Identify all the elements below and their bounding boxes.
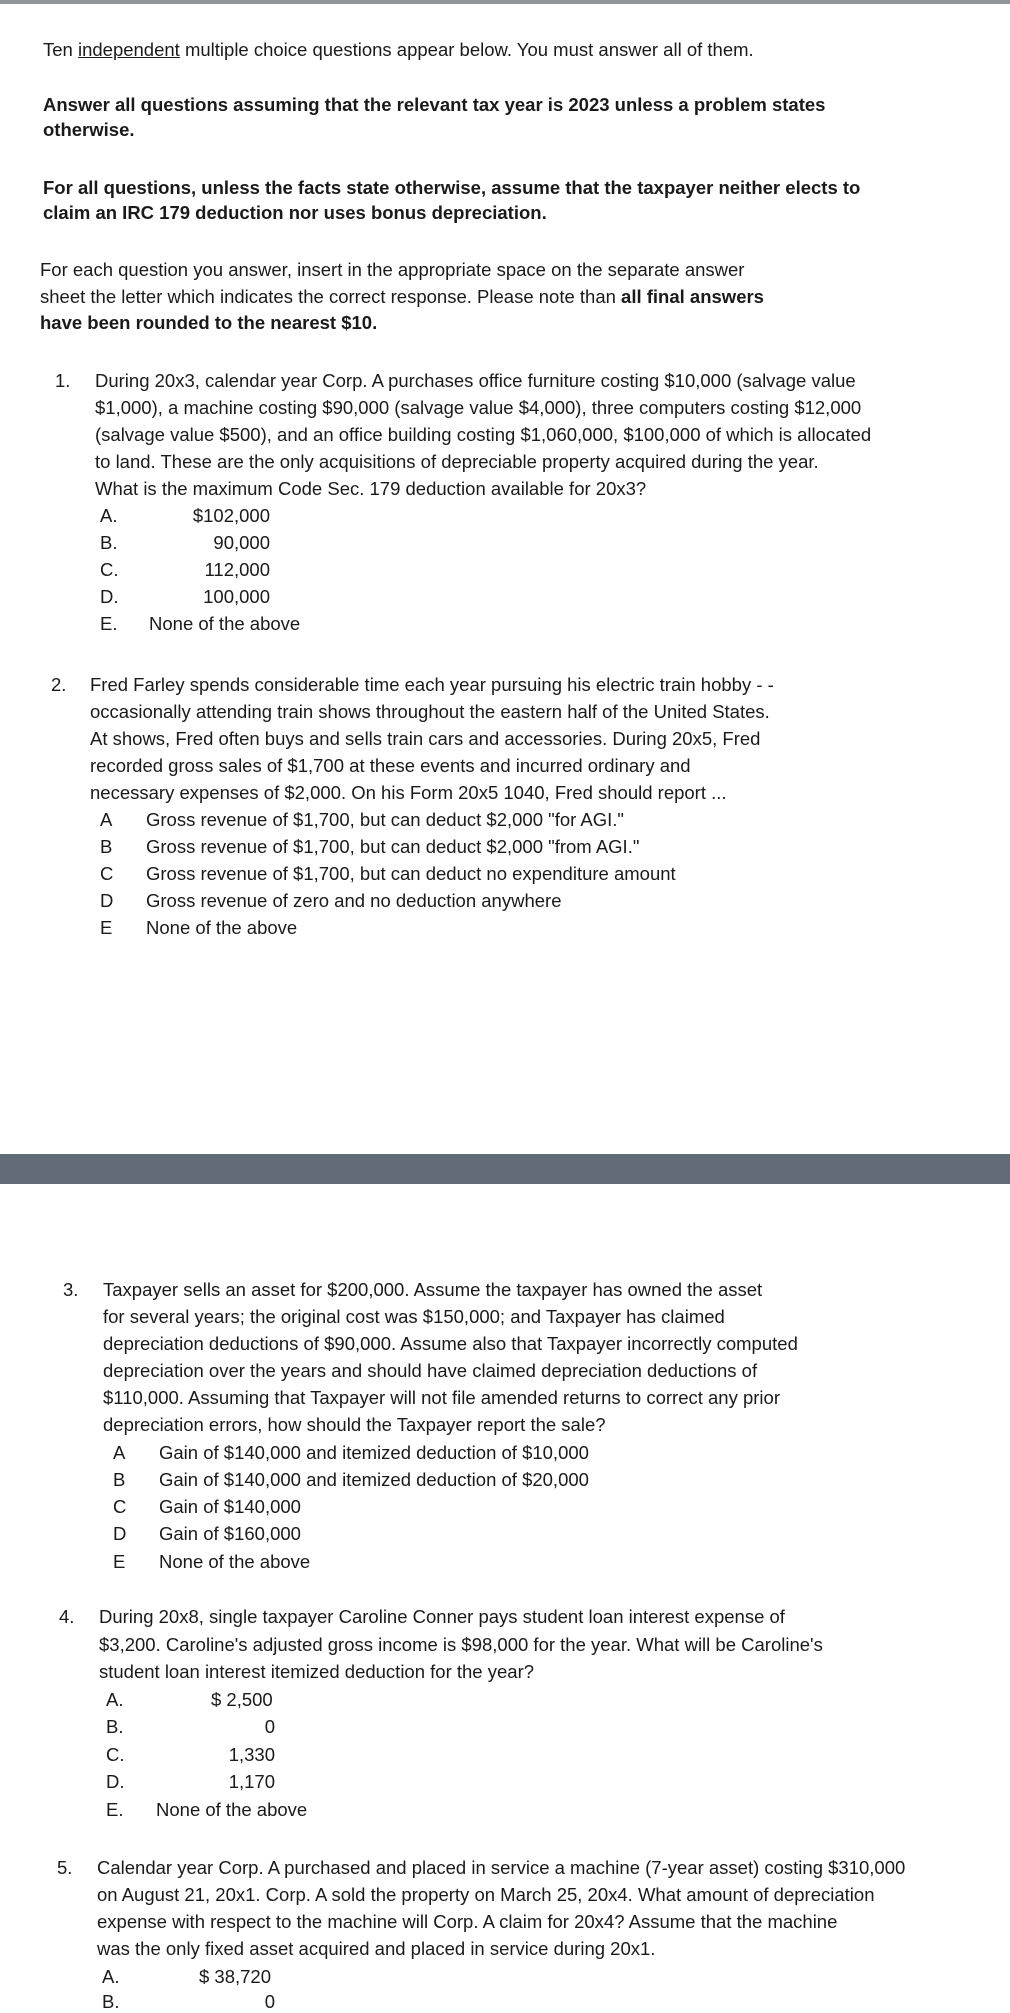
- question-text-line: depreciation errors, how should the Taxpayer report the sale?: [103, 1414, 606, 1435]
- option-letter: D.: [106, 1771, 125, 1792]
- option-text: None of the above: [146, 917, 298, 938]
- question-number: 4.: [59, 1606, 75, 1627]
- question-text-line: Calendar year Corp. A purchased and placed in service a machine (7-year asset) costing $310,000: [97, 1857, 906, 1878]
- option-letter: A.: [102, 1966, 120, 1987]
- option-value: 90,000: [213, 532, 270, 553]
- question-text-line: (salvage value $500), and an office building costing $1,060,000, $100,000 of which is allocated: [95, 424, 872, 445]
- question-text-line: was the only fixed asset acquired and placed in service during 20x1.: [97, 1938, 656, 1959]
- question-text-line: During 20x3, calendar year Corp. A purchases office furniture costing $10,000 (salvage value: [95, 370, 856, 391]
- option-value: $102,000: [192, 505, 270, 526]
- question-text-line: recorded gross sales of $1,700 at these events and incurred ordinary and: [90, 755, 691, 776]
- question-text-line: Taxpayer sells an asset for $200,000. Assume the taxpayer has owned the asset: [103, 1279, 763, 1300]
- option-text: None of the above: [159, 1551, 311, 1572]
- option-value: 1,170: [228, 1771, 275, 1792]
- option-value: $ 38,720: [199, 1966, 272, 1987]
- question-text-line: for several years; the original cost was $150,000; and Taxpayer has claimed: [103, 1306, 725, 1327]
- option-letter: B.: [100, 532, 118, 553]
- question-text-line: student loan interest itemized deduction for the year?: [99, 1661, 535, 1682]
- intro-para-4-line-1: For each question you answer, insert in the appropriate space on the separate answer: [40, 259, 745, 280]
- question-text-line: expense with respect to the machine will Corp. A claim for 20x4? Assume that the machine: [97, 1911, 838, 1932]
- option-text: None of the above: [156, 1799, 308, 1820]
- option-text: Gain of $140,000 and itemized deduction of $10,000: [159, 1442, 589, 1463]
- option-text: Gross revenue of $1,700, but can deduct no expenditure amount: [146, 863, 676, 884]
- option-letter: A.: [100, 505, 118, 526]
- question-text-line: $3,200. Caroline's adjusted gross income is $98,000 for the year. What will be Caroline's: [99, 1634, 823, 1655]
- option-letter: E.: [106, 1799, 124, 1820]
- question-text-line: necessary expenses of $2,000. On his Form 20x5 1040, Fred should report ...: [90, 782, 727, 803]
- option-value: $ 2,500: [211, 1689, 273, 1710]
- option-letter: B.: [102, 1991, 120, 2012]
- intro-line-1: Ten independent multiple choice questions appear below. You must answer all of them.: [43, 39, 754, 60]
- question-text-line: $110,000. Assuming that Taxpayer will not file amended returns to correct any prior: [103, 1387, 780, 1408]
- question-text-line: depreciation deductions of $90,000. Assume also that Taxpayer incorrectly computed: [103, 1333, 798, 1354]
- question-text-line: to land. These are the only acquisitions of depreciable property acquired during the year.: [95, 451, 819, 472]
- question-text-line: At shows, Fred often buys and sells train cars and accessories. During 20x5, Fred: [90, 728, 761, 749]
- question-number: 5.: [57, 1857, 73, 1878]
- option-text: Gross revenue of zero and no deduction anywhere: [146, 890, 562, 911]
- option-value: 1,330: [228, 1744, 275, 1765]
- option-letter: C: [113, 1496, 127, 1517]
- option-letter: B: [113, 1469, 126, 1490]
- option-value: 112,000: [204, 559, 270, 580]
- option-letter: C.: [100, 559, 119, 580]
- option-text: Gain of $140,000 and itemized deduction of $20,000: [159, 1469, 589, 1490]
- option-letter: C.: [106, 1744, 125, 1765]
- option-letter: D: [113, 1523, 127, 1544]
- option-letter: A.: [106, 1689, 124, 1710]
- intro-para-4-line-3: have been rounded to the nearest $10.: [40, 312, 378, 333]
- option-text: Gross revenue of $1,700, but can deduct $2,000 "from AGI.": [146, 836, 640, 857]
- option-value: None of the above: [149, 613, 301, 634]
- option-letter: E: [113, 1551, 126, 1572]
- page-break-divider: [0, 1154, 1010, 1184]
- option-text: Gain of $160,000: [159, 1523, 301, 1544]
- option-value: 0: [264, 1716, 275, 1737]
- option-letter: E: [100, 917, 113, 938]
- option-value: 100,000: [203, 586, 270, 607]
- option-letter: B.: [106, 1716, 124, 1737]
- option-letter: A: [100, 809, 113, 830]
- option-letter: A: [113, 1442, 126, 1463]
- option-letter: D: [100, 890, 114, 911]
- question-number: 1.: [55, 370, 71, 391]
- question-text-line: occasionally attending train shows throughout the eastern half of the United States.: [90, 701, 770, 722]
- question-text-line: depreciation over the years and should have claimed depreciation deductions of: [103, 1360, 758, 1381]
- question-text-line: What is the maximum Code Sec. 179 deduction available for 20x3?: [95, 478, 647, 499]
- intro-para-2-line-2: otherwise.: [43, 119, 135, 140]
- intro-para-3-line-2: claim an IRC 179 deduction nor uses bonus depreciation.: [43, 202, 547, 223]
- intro-para-4-line-2: sheet the letter which indicates the correct response. Please note than all final answers: [40, 286, 764, 307]
- question-number: 3.: [63, 1279, 79, 1300]
- underlined-independent: independent: [77, 39, 180, 60]
- question-text-line: on August 21, 20x1. Corp. A sold the property on March 25, 20x4. What amount of depreciation: [97, 1884, 875, 1905]
- question-text-line: $1,000), a machine costing $90,000 (salvage value $4,000), three computers costing $12,000: [95, 397, 862, 418]
- option-text: Gain of $140,000: [159, 1496, 301, 1517]
- option-letter: B: [100, 836, 113, 857]
- option-value: 0: [264, 1991, 275, 2012]
- option-letter: C: [100, 863, 114, 884]
- intro-para-2-line-1: Answer all questions assuming that the relevant tax year is 2023 unless a problem states: [43, 94, 826, 115]
- option-text: Gross revenue of $1,700, but can deduct $2,000 "for AGI.": [146, 809, 624, 830]
- question-number: 2.: [51, 674, 67, 695]
- option-letter: E.: [100, 613, 118, 634]
- question-text-line: Fred Farley spends considerable time each year pursuing his electric train hobby - -: [90, 674, 774, 695]
- question-text-line: During 20x8, single taxpayer Caroline Conner pays student loan interest expense of: [99, 1606, 785, 1627]
- intro-para-3-line-1: For all questions, unless the facts state otherwise, assume that the taxpayer neither elects to: [43, 177, 861, 198]
- top-border: [0, 0, 1010, 4]
- option-letter: D.: [100, 586, 119, 607]
